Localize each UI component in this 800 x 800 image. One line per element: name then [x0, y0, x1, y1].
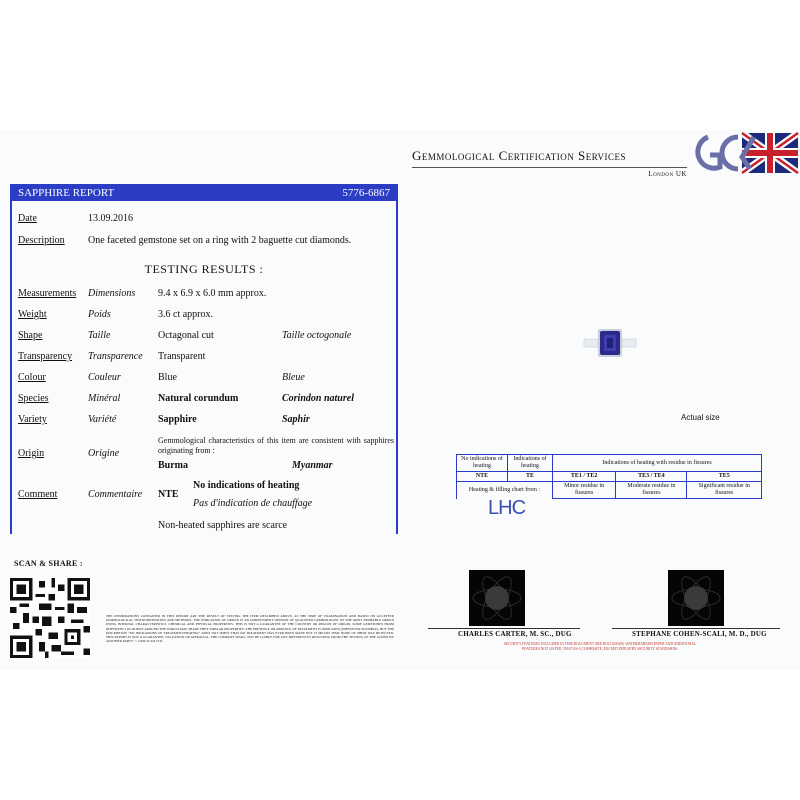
- origin-label-fr: Origine: [88, 448, 120, 459]
- measurements-label: Measurements: [18, 288, 77, 299]
- testing-results-heading: TESTING RESULTS :: [144, 262, 264, 276]
- legal-disclaimer: THE INFORMATIONS CONTAINED IN THIS REPORT ARE THE RESULT OF TESTING THE ITEM DESCRIBED ABOVE, AT THE TIME OF EXAMINATION AND BASED ON ACCEPTED GEMMOLOGICAL INSTRUMENTATION AND METHODS. THE INDICATION OF ORIGIN IS AN INDEPENDENT OPINION OF QUALIFIED GEMMOLOGIST OF THE MOST PROBABLE ORIGIN USING INTERNAL CHARACTERISTICS, CHEMICAL AND PHYSICAL PROPERTIES. THIS IS NOT A GUARANTEE OF THE COUNTRY OR REGION OF ORIGIN. SOME GEMSTONES FROM DIFFERENT LOCATIONS AROUND THE WORLD MAY SHARE THEY SIMILAR PROPERTIES. THE PRESENCE OR ABSENCE OF TREATMENT IS INDICATED (WHENEVER POSSIBLE), BUT THE INSCRIPTION "NO INDICATIONS OF TREATMENT/HEATING" DOES NOT IMPLY THAT NO TREATMENT HAS EVER BEEN MADE BUT IT MEANS THAT NONE OF THEM WAS DETECTED. THIS REPORT IS NOT A GUARANTEE, VALUATION OR APPRAISAL. THE COMPANY SHALL NOT BE LIABLE FOR ANY DIFFERENCES RESULTING FROM THE TESTING OF THE GOODS BY ANOTHER PARTY. © GEM SCAN LTD: [106, 614, 394, 644]
- organization-name: Gemmological Certification Services: [412, 148, 627, 163]
- date-value: 13.09.2016: [88, 213, 133, 224]
- organization-location: London UK: [648, 170, 687, 178]
- ring-image: [580, 325, 640, 361]
- heat-residue-moderate: Moderate residue in fissures: [616, 482, 687, 499]
- description-label: Description: [18, 235, 65, 246]
- transparency-label-fr: Transparence: [88, 351, 143, 362]
- shape-value-fr: Taille octogonale: [282, 330, 352, 341]
- heat-residue-significant: Significant residue in fissures: [687, 482, 762, 499]
- shape-label-fr: Taille: [88, 330, 111, 341]
- comment-value: No indications of heating: [193, 480, 300, 491]
- shape-label: Shape: [18, 330, 43, 341]
- heat-col-no-indications: No indications of heating: [457, 455, 508, 472]
- origin-value: Burma: [158, 460, 188, 471]
- variety-value-fr: Saphir: [282, 414, 310, 425]
- report-header-bar: [12, 184, 396, 201]
- actual-size-label: Actual size: [681, 413, 720, 422]
- colour-label-fr: Couleur: [88, 372, 121, 383]
- header-divider: [412, 167, 687, 168]
- variety-value: Sapphire: [158, 414, 197, 425]
- heat-col-indications: Indications of heating: [508, 455, 553, 472]
- heat-code-te5: TE5: [687, 472, 762, 482]
- comment-label-fr: Commentaire: [88, 489, 143, 500]
- date-label: Date: [18, 213, 37, 224]
- colour-value: Blue: [158, 372, 177, 383]
- shape-value: Octagonal cut: [158, 330, 214, 341]
- variety-label-fr: Variété: [88, 414, 117, 425]
- comment-value-fr: Pas d'indication de chauffage: [193, 498, 313, 509]
- weight-value: 3.6 ct approx.: [158, 309, 213, 320]
- heating-indications-table: [456, 454, 762, 499]
- signature-seal-icon: [668, 570, 724, 626]
- scan-share-label: SCAN & SHARE :: [14, 559, 83, 568]
- heat-code-te1-te2: TE1 / TE2: [553, 472, 616, 482]
- organization-header: [412, 148, 687, 178]
- origin-label: Origin: [18, 448, 45, 459]
- variety-label: Variety: [18, 414, 47, 425]
- transparency-value: Transparent: [158, 351, 206, 362]
- sapphire-report-panel: [10, 184, 398, 534]
- description-value: One faceted gemstone set on a ring with 2 baguette cut diamonds.: [88, 235, 352, 246]
- colour-label: Colour: [18, 372, 46, 383]
- security-features-note: SECURITY FEATURES INCLUDED IN THIS DOCUMENT ARE HOLOGRAM, WATERMARKED PAPER AND ADDITIONAL FEATURES NOT LISTED, THAT AS A COMPOSITE, EXCEED INDUSTRY SECURITY STANDARDS.: [503, 642, 697, 651]
- colour-value-fr: Bleue: [282, 372, 305, 383]
- footer-note: Non-heated sapphires are scarce: [158, 520, 288, 531]
- heat-code-te: TE: [508, 472, 553, 482]
- weight-label-fr: Poids: [88, 309, 111, 320]
- signatory-name-left: CHARLES CARTER, M. SC., DUG: [458, 630, 572, 638]
- gcs-flag-logo-icon: [690, 131, 800, 177]
- species-label-fr: Minéral: [88, 393, 121, 404]
- heat-code-te3-te4: TE3 / TE4: [616, 472, 687, 482]
- comment-code: NTE: [158, 489, 179, 500]
- signature-line-left: [428, 628, 580, 629]
- signature-seal-icon: [469, 570, 525, 626]
- species-value: Natural corundum: [158, 393, 239, 404]
- measurements-label-fr: Dimensions: [88, 288, 136, 299]
- measurements-value: 9.4 x 6.9 x 6.0 mm approx.: [158, 288, 267, 299]
- species-value-fr: Corindon naturel: [282, 393, 354, 404]
- signatory-name-right: STEPHANE COHEN-SCALI, M. D., DUG: [632, 630, 767, 638]
- heat-col-residue: Indications of heating with residue in fissures: [553, 455, 762, 472]
- qr-code-icon[interactable]: [10, 578, 90, 658]
- signature-line-right: [612, 628, 780, 629]
- comment-label: Comment: [18, 489, 58, 500]
- lhc-logo: LHC: [488, 497, 526, 519]
- species-label: Species: [18, 393, 49, 404]
- report-number: 5776-6867: [342, 186, 390, 199]
- transparency-label: Transparency: [18, 351, 73, 362]
- heat-chart-label: Heating & filling chart from :: [457, 482, 553, 499]
- origin-value-fr: Myanmar: [292, 460, 333, 471]
- heat-residue-minor: Minor residue in fissures: [553, 482, 616, 499]
- origin-note: Gemmological characteristics of this item are consistent with sapphires originating from :: [158, 436, 394, 455]
- report-title: SAPPHIRE REPORT: [18, 186, 115, 199]
- heat-code-nte: NTE: [457, 472, 508, 482]
- weight-label: Weight: [18, 309, 47, 320]
